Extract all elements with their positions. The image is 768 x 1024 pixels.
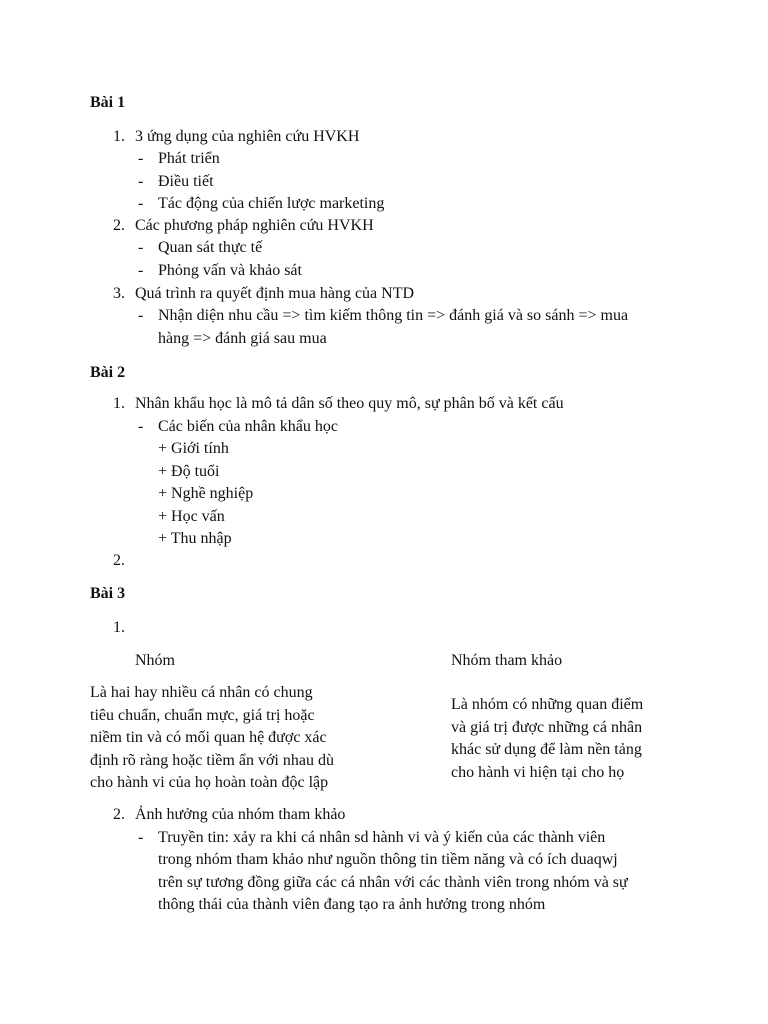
section-heading-bai-3: Bài 3 <box>90 585 126 602</box>
plus-item: + Thu nhập <box>158 530 232 547</box>
section-heading-bai-1: Bài 1 <box>90 94 126 111</box>
paragraph-line: định rõ ràng hoặc tiềm ẩn với nhau dù <box>90 751 334 769</box>
sub-item-text: Điều tiết <box>158 173 214 190</box>
sub-item-text: Nhận diện nhu cầu => tìm kiếm thông tin => đánh giá và so sánh => mua <box>158 307 629 324</box>
list-item-text: Quá trình ra quyết định mua hàng của NTD <box>135 285 415 302</box>
sub-item-text: trên sự tương đồng giữa các cá nhân với các thành viên trong nhóm và sự <box>158 874 628 891</box>
dash-bullet: - <box>138 239 144 256</box>
list-item-text: Các phương pháp nghiên cứu HVKH <box>135 217 374 234</box>
plus-item: + Độ tuổi <box>158 463 220 480</box>
sub-item-text: Tác động của chiến lược marketing <box>158 195 385 212</box>
list-item-text: Nhân khẩu học là mô tả dân số theo quy mô, sự phân bố và kết cấu <box>135 395 564 412</box>
list-item-text: Ảnh hưởng của nhóm tham khảo <box>135 806 346 823</box>
definition-nhom-tham-khao <box>451 694 643 784</box>
dash-bullet: - <box>138 195 144 212</box>
dash-bullet: - <box>138 829 144 846</box>
dash-bullet: - <box>138 262 144 279</box>
dash-bullet: - <box>138 173 144 190</box>
plus-item: + Nghề nghiệp <box>158 485 254 502</box>
column-title-nhom-tham-khao: Nhóm tham khảo <box>451 652 563 669</box>
plus-item: + Giới tính <box>158 440 229 457</box>
sub-item-text: Phát triển <box>158 150 220 167</box>
sub-item-text: Các biến của nhân khẩu học <box>158 418 338 435</box>
list-number: 2. <box>113 806 125 823</box>
sub-item-text: thông thái của thành viên đang tạo ra ảnh hưởng trong nhóm <box>158 896 546 913</box>
plus-item: + Học vấn <box>158 508 225 525</box>
paragraph-line: cho hành vi của họ hoàn toàn độc lập <box>90 774 329 791</box>
list-item-text: 3 ứng dụng của nghiên cứu HVKH <box>135 128 360 145</box>
list-number: 1. <box>113 395 125 412</box>
column-title-nhom: Nhóm <box>135 652 175 669</box>
list-number: 1. <box>113 128 125 145</box>
section-heading-bai-2: Bài 2 <box>90 364 126 381</box>
definition-nhom <box>90 682 334 795</box>
sub-item-text: Phỏng vấn và khảo sát <box>158 262 302 279</box>
dash-bullet: - <box>138 150 144 167</box>
sub-item-text: Quan sát thực tế <box>158 239 263 256</box>
sub-item-text: Truyền tin: xảy ra khi cá nhân sd hành vi và ý kiến của các thành viên <box>158 829 606 846</box>
dash-bullet: - <box>138 418 144 435</box>
sub-item-text: hàng => đánh giá sau mua <box>158 330 327 347</box>
paragraph-line: Là nhóm có những quan điểm <box>451 696 644 713</box>
paragraph-line: cho hành vi hiện tại cho họ <box>451 763 625 781</box>
list-number: 1. <box>113 619 125 636</box>
paragraph-line: và giá trị được những cá nhân <box>451 718 643 736</box>
paragraph-line: tiêu chuẩn, chuẩn mực, giá trị hoặc <box>90 706 315 724</box>
paragraph-line: khác sử dụng để làm nền tảng <box>451 741 642 758</box>
list-number: 3. <box>113 285 125 302</box>
paragraph-line: niềm tin và có mối quan hệ được xác <box>90 729 327 746</box>
list-number: 2. <box>113 217 125 234</box>
sub-item-text: trong nhóm tham khảo như nguồn thông tin tiềm năng và có ích duaqwj <box>158 851 618 868</box>
list-number: 2. <box>113 552 125 569</box>
dash-bullet: - <box>138 307 144 324</box>
paragraph-line: Là hai hay nhiều cá nhân có chung <box>90 684 313 701</box>
